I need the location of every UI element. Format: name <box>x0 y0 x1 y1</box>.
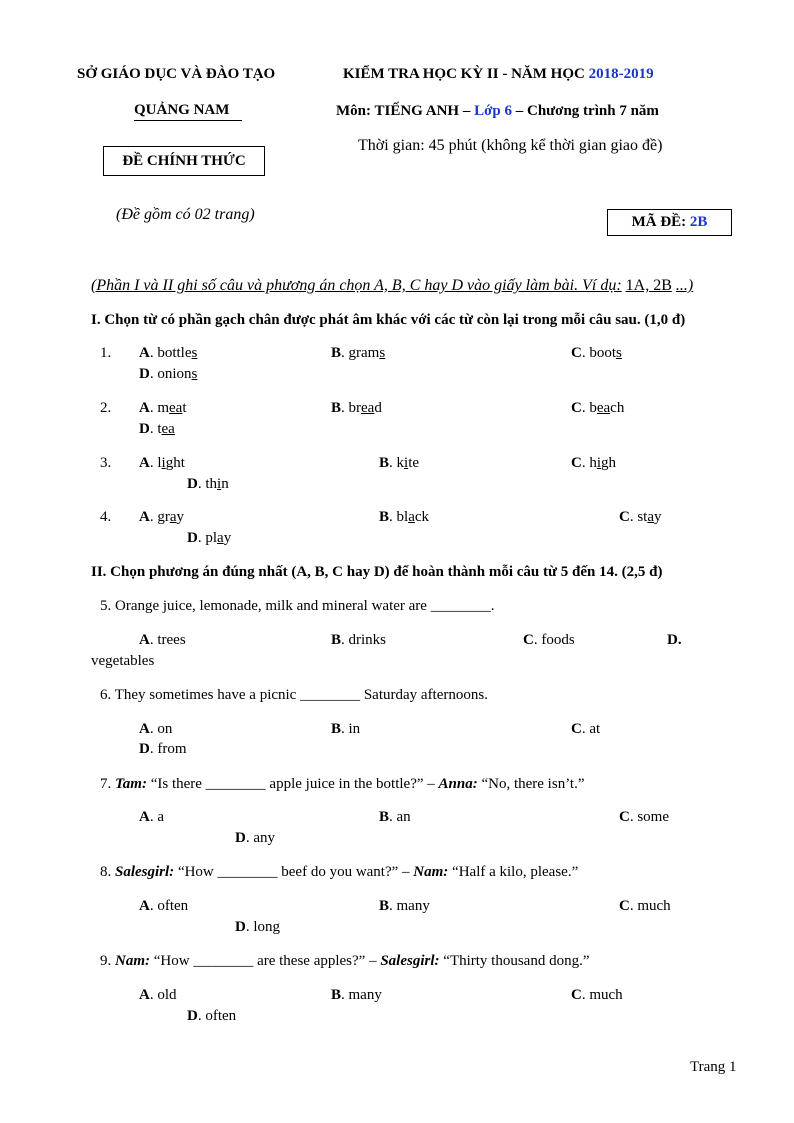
pages-note: (Đề gồm có 02 trang) <box>116 206 255 223</box>
province-underline <box>134 120 242 121</box>
option-d: D. any <box>235 830 276 846</box>
option-a: A. bottles <box>139 345 198 361</box>
option-b: B. bread <box>331 400 382 416</box>
question-number: 2. <box>100 400 112 416</box>
option-d: D. tea <box>139 421 175 437</box>
official-label: ĐỀ CHÍNH THỨC <box>122 153 246 169</box>
option-b: B. black <box>379 509 430 525</box>
option-d: D. onions <box>139 366 198 382</box>
speaker-2: Salesgirl: <box>380 953 440 969</box>
option-a: A. on <box>139 721 173 737</box>
question-stem: 8. Salesgirl: “How ________ beef do you want?” – Nam: “Half a kilo, please.” <box>100 864 579 880</box>
option-c: C. beach <box>571 400 625 416</box>
question-stem: 9. Nam: “How ________ are these apples?” – Salesgirl: “Thirty thousand dong.” <box>100 953 590 969</box>
option-d: D. long <box>235 919 281 935</box>
exam-code-box <box>607 209 732 236</box>
option-a: A. gray <box>139 509 185 525</box>
option-c: C. much <box>619 898 671 914</box>
option-d: D. from <box>139 741 187 757</box>
school-year: 2018-2019 <box>588 66 654 82</box>
province-name: QUẢNG NAM <box>134 102 230 118</box>
exam-title <box>343 66 654 83</box>
question-stem: 6. They sometimes have a picnic ________ Saturday afternoons. <box>100 687 488 703</box>
option-b: B. many <box>379 898 430 914</box>
option-b: B. an <box>379 809 411 825</box>
grade: Lớp 6 <box>474 103 512 119</box>
option-c: C. some <box>619 809 670 825</box>
option-a: A. a <box>139 809 165 825</box>
option-b: B. grams <box>331 345 386 361</box>
page-number: Trang 1 <box>690 1059 737 1075</box>
instruction-example: 1A, 2B <box>625 277 672 294</box>
section-2-title: II. Chọn phương án đúng nhất (A, B, C hay D) để hoàn thành mỗi câu từ 5 đến 14. (2,5 đ) <box>91 564 663 580</box>
option-a: A. light <box>139 455 185 471</box>
question-number: 4. <box>100 509 112 525</box>
option-a: A. old <box>139 987 177 1003</box>
section-1-title: I. Chọn từ có phần gạch chân được phát âm khác với các từ còn lại trong mỗi câu sau. (1,0 đ) <box>91 312 686 328</box>
program: – Chương trình 7 năm <box>515 103 659 119</box>
option-d: D. play <box>187 530 232 546</box>
speaker-1: Tam: <box>115 776 147 792</box>
option-b: B. many <box>331 987 382 1003</box>
option-d-letter: D. <box>667 632 682 648</box>
option-c: C. foods <box>523 632 575 648</box>
option-b: B. in <box>331 721 361 737</box>
option-b: B. drinks <box>331 632 387 648</box>
exam-title-text: KIỂM TRA HỌC KỲ II - NĂM HỌC <box>343 66 585 82</box>
subject-prefix: Môn: TIẾNG ANH – <box>336 103 471 119</box>
option-d: D. often <box>187 1008 237 1024</box>
instruction-tail: ...) <box>675 277 694 294</box>
question-number: 1. <box>100 345 112 361</box>
option-c: C. high <box>571 455 617 471</box>
option-d: D. thin <box>187 476 229 492</box>
speaker-2: Nam: <box>413 864 449 880</box>
exam-code-label: MÃ ĐỀ: <box>631 214 687 230</box>
department-name: SỞ GIÁO DỤC VÀ ĐÀO TẠO <box>77 66 276 82</box>
speaker-2: Anna: <box>438 776 478 792</box>
option-d-text: vegetables <box>91 653 155 669</box>
option-a: A. meat <box>139 400 187 416</box>
question-number: 3. <box>100 455 112 471</box>
option-c: C. much <box>571 987 623 1003</box>
option-c: C. boots <box>571 345 622 361</box>
speaker-1: Salesgirl: <box>115 864 175 880</box>
exam-code-value: 2B <box>689 214 708 230</box>
option-c: C. stay <box>619 509 662 525</box>
speaker-1: Nam: <box>115 953 150 969</box>
time-line: Thời gian: 45 phút (không kể thời gian giao đề) <box>358 137 663 154</box>
option-c: C. at <box>571 721 601 737</box>
instruction-text: (Phần I và II ghi số câu và phương án chọn A, B, C hay D vào giấy làm bài. Ví dụ: <box>91 277 622 294</box>
instruction <box>91 277 693 295</box>
question-stem: 7. Tam: “Is there ________ apple juice in the bottle?” – Anna: “No, there isn’t.” <box>100 776 585 792</box>
option-a: A. trees <box>139 632 186 648</box>
subject-line <box>336 103 659 120</box>
option-b: B. kite <box>379 455 420 471</box>
question-stem: 5. Orange juice, lemonade, milk and mineral water are ________. <box>100 598 495 614</box>
option-a: A. often <box>139 898 189 914</box>
official-box <box>103 146 265 176</box>
